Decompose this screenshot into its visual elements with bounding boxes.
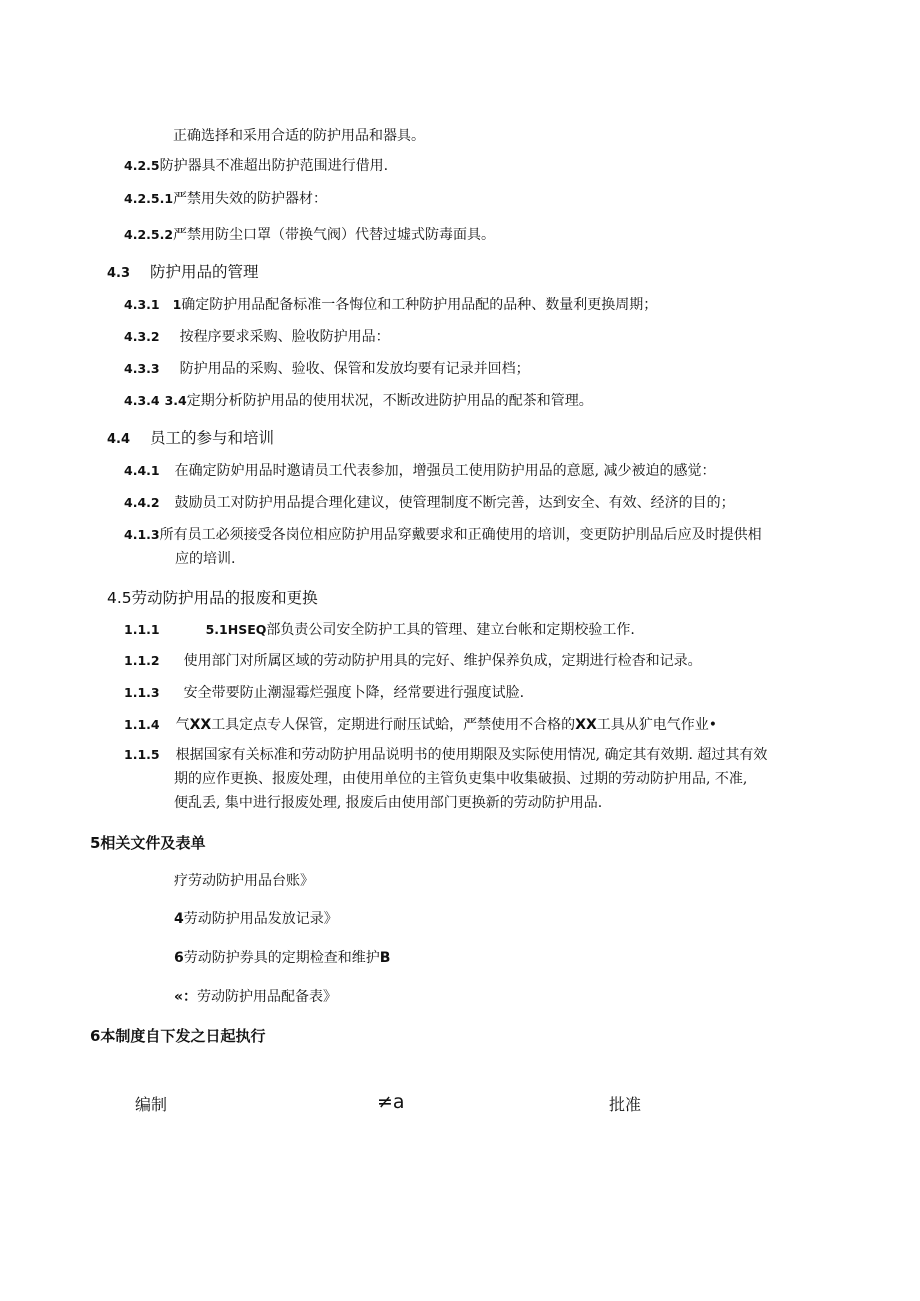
section-heading-4-3 [107,263,259,283]
clause-number: 4.3.4 [124,393,160,408]
clause-text: 使用部门对所属区域的劳动防护用具的完好、维护保养负成，定期进行检杳和记录。 [183,653,702,669]
clause-text: 定期分析防护用品的使用状况，不断改进防护用品的配茶和管理。 [186,393,593,409]
clause-text: 气 [175,717,190,733]
clause-number: 4.4.2 [124,495,160,510]
clause-1-1-1 [124,621,635,639]
section-number: 4.3 [107,266,131,281]
section-title: 防护用品的管理 [150,263,259,281]
clause-text: 确定防护用品配备标准一各悔位和工种防护用品配的品种、数量利更换周期； [181,297,658,313]
clause-4-2-5 [124,157,388,175]
item-text: 劳动防护用品配备表》 [197,989,338,1005]
clause-number: 1.1.2 [124,653,160,668]
form-list-item [174,872,314,890]
clause-text: 工具定点专人保管，定期进行耐压试蛤，严禁使用不合格的 [211,717,576,733]
clause-1-1-5 [124,746,767,764]
item-prefix: «： [174,989,198,1005]
item-text: 劳动防护券具的定期检查和维护 [183,950,380,966]
clause-4-3-3 [124,360,530,378]
clause-text: 鼓励员工对防护用品提合理化建议，使管理制度不断完善，达到安全、有效、经济的目的； [174,495,735,511]
clause-text: 按程序要求采购、脸收防护用品： [179,329,390,345]
clause-text: 严禁用失效的防护器材： [173,191,328,207]
clause-continuation: 便乱丢, 集中进行报废处理, 报废后由使用部门更换新的劳动防护用品. [174,795,603,811]
clause-continuation: 应的培训. [175,551,236,567]
clause-4-3-2 [124,328,390,346]
clause-number: 1.1.5 [124,747,160,762]
clause-4-1-3 [124,526,762,544]
clause-text: 部负责公司安全防护工具的管理、建立台帐和定期校验工作. [266,622,635,638]
clause-prefix: 5.1HSEQ [205,622,267,637]
item-prefix: 4 [174,911,184,927]
form-list-item [174,988,337,1006]
item-text: 劳动防护用品发放记录》 [183,911,338,927]
clause-continuation: 期的应作更换、报废处理，由使用单位的主管负吏集中收集破损、过期的劳动防护用品, 不准, [174,771,748,787]
item-text: 疗劳动防护用品台账》 [174,873,314,889]
clause-text: 所有员工必须接受各岗位相应防护用品穿戴要求和正确使用的培训，变更防护刖品后应及时提供相 [159,527,762,543]
clause-number: 4.2.5.2 [124,227,174,242]
clause-number: 4.1.3 [124,527,160,542]
form-list-item [174,910,338,928]
clause-number: 1.1.4 [124,717,160,732]
prepared-by-label: 编制 [135,1095,168,1114]
clause-number: 4.3.2 [124,329,160,344]
clause-number: 4.4.1 [124,463,160,478]
clause-1-1-3 [124,684,524,702]
clause-number: 4.3.1 [124,297,160,312]
clause-4-2-5-2 [124,226,495,244]
section-title: 员工的参与和培训 [150,429,275,447]
clause-text: 在确定防妒用品时邀请员工代表参加，增强员工使用防护用品的意愿, 减少被迫的感觉： [174,463,716,479]
clause-number: 4.2.5.1 [124,191,174,206]
item-suffix: B [379,950,391,966]
clause-1-1-4 [124,716,717,734]
clause-prefix: 1 [172,297,182,312]
section-heading-6: 6本制度自下发之日起执行 [90,1027,266,1045]
clause-4-2-5-1 [124,190,327,208]
clause-prefix: 3.4 [164,393,187,408]
clause-text: 防护用品的采购、验收、保管和发放均要有记录并回档； [179,361,530,377]
clause-text: 安全带要防止潮湿霉烂强度卜降，经常要进行强度试脸. [183,685,525,701]
section-heading-5: 5相关文件及表单 [90,834,206,852]
text-line: 正确选择和采用合适的防护用品和器具。 [173,128,425,144]
clause-number: 1.1.1 [124,622,160,637]
clause-text-bold: XX [189,717,212,733]
clause-text: 工具从犷电气作业• [596,717,718,733]
section-heading-4-4 [107,429,274,449]
clause-number: 1.1.3 [124,685,160,700]
clause-1-1-2 [124,652,702,670]
clause-number: 4.2.5 [124,158,160,173]
section-number: 4.4 [107,432,131,447]
clause-text: 防护器具不准超出防护范围进行借用. [159,158,389,174]
section-heading-4-5: 4.5劳动防护用品的报废和更换 [107,589,318,607]
clause-4-3-1 [124,296,657,314]
form-list-item [174,949,390,967]
clause-4-4-2 [124,494,735,512]
approved-by-label: 批准 [609,1095,642,1114]
clause-number: 4.3.3 [124,361,160,376]
clause-4-3-4 [124,392,593,410]
item-prefix: 6 [174,950,184,966]
reviewed-mark: ≠a [377,1091,405,1113]
clause-text: 根据国家有关标准和劳动防护用品说明书的使用期限及实际使用情况, 确定其有效期. 超过其有效 [175,747,768,763]
clause-4-4-1 [124,462,716,480]
clause-text-bold: XX [575,717,597,733]
clause-text: 严禁用防尘口罩（带换气阀）代替过墟式防毒面具。 [173,227,496,243]
